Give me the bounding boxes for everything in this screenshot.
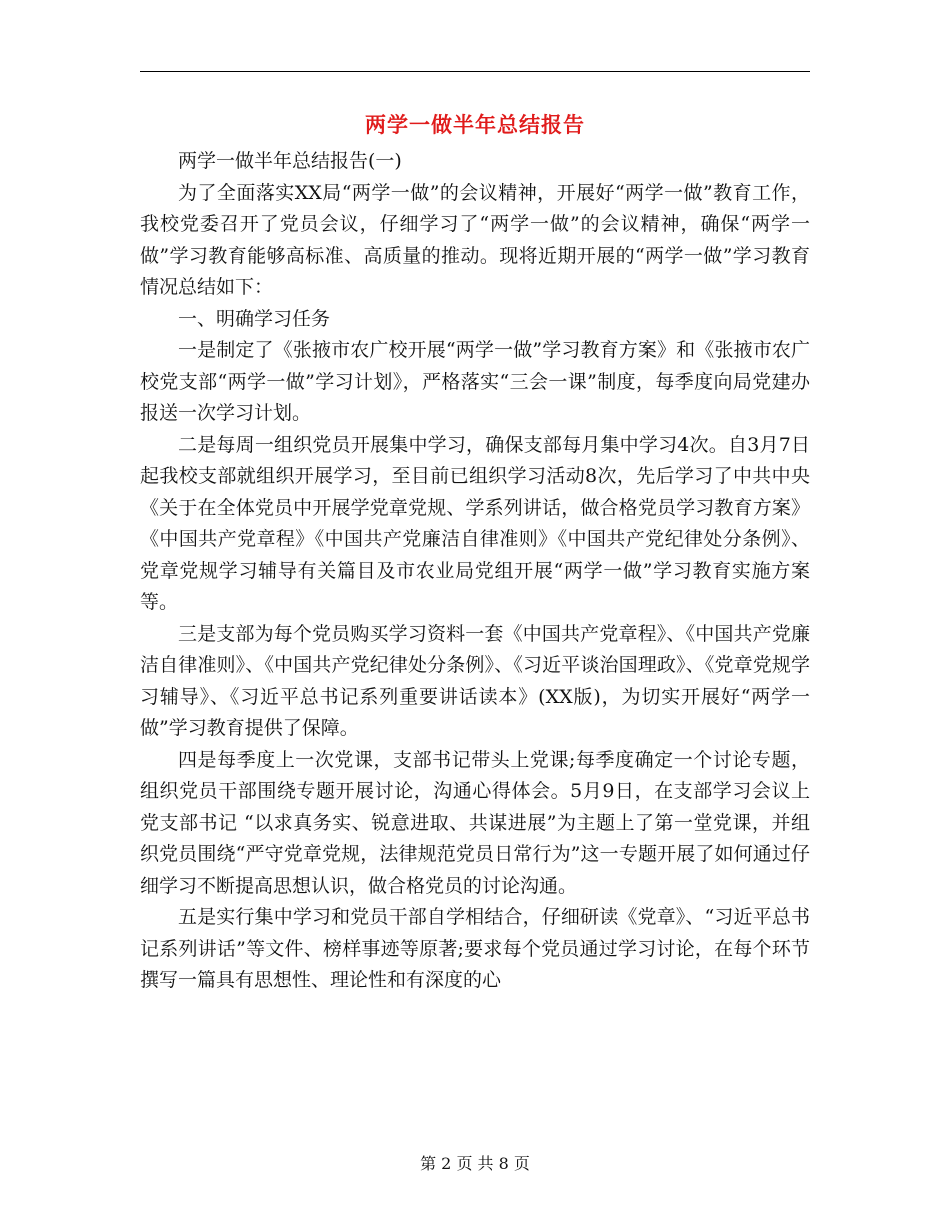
paragraph-item-4: 四是每季度上一次党课，支部书记带头上党课;每季度确定一个讨论专题，组织党员干部围绕专题开展讨论，沟通心得体会。5月9日，在支部学习会议上党支部书记 “以求真务实、锐意进取、共谋进展”为主题上了第一堂党课，并组织党员围绕“严守党章党规，法律规范党员日常行为”这一专题开展了如何通过仔细学习不断提高思想认识，做合格党员的讨论沟通。 [140,748,810,897]
document-title: 两学一做半年总结报告 [365,112,585,137]
paragraph-item-1: 一是制定了《张掖市农广校开展“两学一做”学习教育方案》和《张掖市农广校党支部“两学一做”学习计划》，严格落实“三会一课”制度，每季度向局党建办报送一次学习计划。 [140,339,810,424]
paragraph-intro: 为了全面落实XX局“两学一做”的会议精神，开展好“两学一做”教育工作，我校党委召开了党员会议，仔细学习了“两学一做”的会议精神，确保“两学一做”学习教育能够高标准、高质量的推动。现将近期开展的“两学一做”学习教育情况总结如下： [140,181,810,298]
paragraph-item-2: 二是每周一组织党员开展集中学习，确保支部每月集中学习4次。自3月7日起我校支部就组织开展学习，至目前已组织学习活动8次，先后学习了中共中央《关于在全体党员中开展学党章党规、学系列讲话，做合格党员学习教育方案》《中国共产党章程》《中国共产党廉洁自律准则》《中国共产党纪律处分条例》、党章党规学习辅导有关篇目及市农业局党组开展“两学一做”学习教育实施方案等。 [140,433,810,613]
page-number: 第 2 页 共 8 页 [420,1154,530,1173]
paragraph-item-3: 三是支部为每个党员购买学习资料一套《中国共产党章程》、《中国共产党廉洁自律准则》、《中国共产党纪律处分条例》、《习近平谈治国理政》、《党章党规学习辅导》、《习近平总书记系列重要讲话读本》(XX版)，为切实开展好“两学一做”学习教育提供了保障。 [140,622,810,739]
header-rule [140,71,810,72]
paragraph-item-5: 五是实行集中学习和党员干部自学相结合，仔细研读《党章》、“习近平总书记系列讲话”等文件、榜样事迹等原著;要求每个党员通过学习讨论，在每个环节撰写一篇具有思想性、理论性和有深度的心 [140,906,810,991]
document-body [140,146,810,997]
section-heading: 一、明确学习任务 [178,307,331,330]
paragraph-subtitle: 两学一做半年总结报告(一) [178,150,402,172]
